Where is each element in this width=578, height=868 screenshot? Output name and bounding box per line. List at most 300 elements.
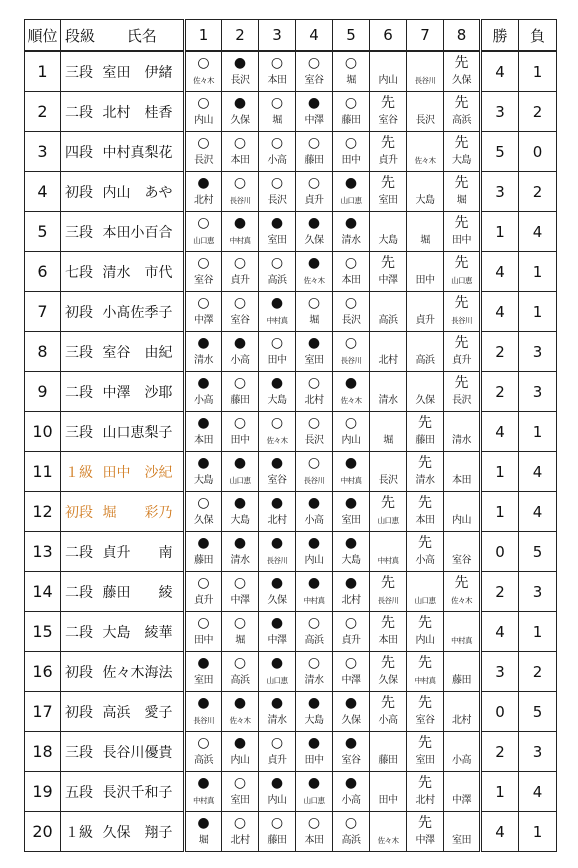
opponent-name: 田中 <box>452 235 471 246</box>
result-mark: ○ <box>270 175 284 191</box>
game-cell <box>259 732 296 772</box>
opponent-name: 堀 <box>198 835 209 846</box>
dan-cell: 二段 <box>61 532 101 572</box>
game-cell <box>370 732 407 772</box>
dan-cell: 三段 <box>61 51 101 92</box>
dan-cell: 初段 <box>61 492 101 532</box>
player-name: 堀 彩乃 <box>101 492 185 532</box>
game-cell <box>185 692 222 732</box>
opponent-name: 清水 <box>230 555 250 566</box>
dan-cell: 二段 <box>61 612 101 652</box>
wins-cell: 5 <box>481 132 519 172</box>
result-mark: ● <box>344 575 358 591</box>
result-mark: ○ <box>270 735 284 751</box>
dan-cell: 四段 <box>61 132 101 172</box>
game-cell <box>444 732 481 772</box>
game-cell <box>222 692 259 732</box>
game-cell <box>407 132 444 172</box>
result-mark: ○ <box>307 135 321 151</box>
opponent-name: 北村 <box>230 835 250 846</box>
result-mark: 先 <box>418 615 432 631</box>
game-cell <box>185 492 222 532</box>
table-row <box>25 452 557 492</box>
losses-cell: 2 <box>519 652 557 692</box>
opponent-name: 貞升 <box>415 315 435 326</box>
opponent-name: 堀 <box>309 315 319 326</box>
header-rank: 順位 <box>25 20 61 52</box>
result-mark: ○ <box>233 255 247 271</box>
losses-cell: 4 <box>519 492 557 532</box>
result-mark: ● <box>344 175 358 191</box>
result-mark: ○ <box>307 815 321 831</box>
game-cell <box>370 652 407 692</box>
opponent-name: 山口恵 <box>340 196 362 205</box>
result-mark: 先 <box>418 455 432 471</box>
game-cell <box>333 772 370 812</box>
opponent-name: 長沢 <box>230 75 250 86</box>
table-row <box>25 692 557 732</box>
opponent-name: 堀 <box>456 195 467 206</box>
result-mark: ● <box>344 535 358 551</box>
result-mark: ○ <box>197 95 210 111</box>
header-round: 3 <box>259 20 296 52</box>
opponent-name: 清水 <box>267 715 287 726</box>
opponent-name: 山口恵 <box>303 796 325 805</box>
result-mark <box>444 534 479 552</box>
player-name: 本田小百合 <box>101 212 185 252</box>
result-mark <box>444 694 479 712</box>
player-name: 中澤 沙耶 <box>101 372 185 412</box>
result-mark: 先 <box>454 335 469 351</box>
game-cell <box>333 612 370 652</box>
result-mark <box>407 134 443 152</box>
game-cell <box>444 492 481 532</box>
losses-cell: 4 <box>519 772 557 812</box>
opponent-name: 高浜 <box>415 355 435 366</box>
opponent-name: 長谷川 <box>377 596 399 605</box>
opponent-name: 室田 <box>452 835 471 846</box>
rank-cell: 4 <box>25 172 61 212</box>
result-mark: 先 <box>381 575 395 591</box>
opponent-name: 山口恵 <box>377 516 399 525</box>
header-round: 7 <box>407 20 444 52</box>
opponent-name: 貞升 <box>267 755 287 766</box>
losses-cell: 1 <box>519 412 557 452</box>
rank-cell: 1 <box>25 51 61 92</box>
opponent-name: 田中 <box>267 355 287 366</box>
opponent-name: 中澤 <box>194 315 213 326</box>
result-mark: ○ <box>307 615 321 631</box>
opponent-name: 中村真 <box>303 596 325 605</box>
losses-cell: 3 <box>519 372 557 412</box>
header-round: 4 <box>296 20 333 52</box>
game-cell <box>222 212 259 252</box>
result-mark: ● <box>233 495 247 511</box>
rank-cell: 8 <box>25 332 61 372</box>
rank-cell: 11 <box>25 452 61 492</box>
result-mark: ○ <box>233 135 247 151</box>
rank-cell: 9 <box>25 372 61 412</box>
game-cell <box>407 51 444 92</box>
result-mark: 先 <box>454 175 469 191</box>
game-cell <box>370 772 407 812</box>
opponent-name: 室谷 <box>341 755 361 766</box>
player-name: 山口恵梨子 <box>101 412 185 452</box>
game-cell <box>333 51 370 92</box>
wins-cell: 1 <box>481 492 519 532</box>
game-cell <box>259 372 296 412</box>
result-mark: ● <box>197 375 210 391</box>
opponent-name: 室谷 <box>304 75 324 86</box>
game-cell <box>222 452 259 492</box>
opponent-name: 堀 <box>272 115 282 126</box>
player-name: 藤田 綾 <box>101 572 185 612</box>
result-mark <box>444 654 479 672</box>
game-cell <box>185 212 222 252</box>
opponent-name: 内山 <box>452 515 471 526</box>
result-mark <box>407 94 443 112</box>
opponent-name: 長谷川 <box>414 76 436 85</box>
opponent-name: 小高 <box>230 355 250 366</box>
game-cell <box>333 172 370 212</box>
player-name: 清水 市代 <box>101 252 185 292</box>
game-cell <box>296 532 333 572</box>
table-row <box>25 532 557 572</box>
game-cell <box>296 452 333 492</box>
result-mark: 先 <box>418 535 432 551</box>
result-mark: 先 <box>381 495 395 511</box>
wins-cell: 3 <box>481 92 519 132</box>
opponent-name: 長沢 <box>194 155 213 166</box>
result-mark <box>407 254 443 272</box>
table-row <box>25 292 557 332</box>
opponent-name: 長沢 <box>378 475 398 486</box>
game-cell <box>407 612 444 652</box>
opponent-name: 長沢 <box>304 435 324 446</box>
game-cell <box>407 772 444 812</box>
game-cell <box>222 292 259 332</box>
result-mark <box>370 814 406 832</box>
game-cell <box>333 412 370 452</box>
game-cell <box>333 132 370 172</box>
dan-cell: 初段 <box>61 692 101 732</box>
result-mark <box>370 534 406 552</box>
header-losses: 負 <box>519 20 557 52</box>
result-mark: ● <box>197 455 210 471</box>
dan-cell: 三段 <box>61 212 101 252</box>
result-mark: ● <box>233 695 247 711</box>
rank-cell: 17 <box>25 692 61 732</box>
opponent-name: 本田 <box>194 435 213 446</box>
game-cell <box>222 92 259 132</box>
result-mark: 先 <box>418 815 432 831</box>
game-cell <box>370 372 407 412</box>
rank-cell: 2 <box>25 92 61 132</box>
result-mark: ○ <box>307 55 321 71</box>
game-cell <box>185 292 222 332</box>
game-cell <box>333 292 370 332</box>
opponent-name: 佐々木 <box>303 276 325 285</box>
rank-cell: 14 <box>25 572 61 612</box>
opponent-name: 大島 <box>341 555 361 566</box>
result-mark: ● <box>270 495 284 511</box>
rank-cell: 15 <box>25 612 61 652</box>
game-cell <box>259 572 296 612</box>
opponent-name: 室谷 <box>415 715 435 726</box>
opponent-name: 藤田 <box>304 155 324 166</box>
opponent-name: 室田 <box>267 235 287 246</box>
opponent-name: 藤田 <box>452 675 471 686</box>
game-cell <box>370 92 407 132</box>
game-cell <box>444 652 481 692</box>
dan-cell: 初段 <box>61 172 101 212</box>
game-cell <box>444 572 481 612</box>
opponent-name: 久保 <box>230 115 250 126</box>
opponent-name: 堀 <box>383 435 393 446</box>
opponent-name: 内山 <box>230 755 250 766</box>
result-mark: ● <box>270 215 284 231</box>
losses-cell: 1 <box>519 51 557 92</box>
result-mark: ● <box>233 335 247 351</box>
game-cell <box>259 212 296 252</box>
result-mark: ● <box>197 415 210 431</box>
wins-cell: 4 <box>481 252 519 292</box>
game-cell <box>444 252 481 292</box>
opponent-name: 北村 <box>452 715 471 726</box>
table-row <box>25 612 557 652</box>
opponent-name: 長谷川 <box>229 196 251 205</box>
player-name: 久保 翔子 <box>101 812 185 852</box>
game-cell <box>333 812 370 852</box>
game-cell <box>407 452 444 492</box>
table-row <box>25 252 557 292</box>
opponent-name: 室田 <box>378 195 398 206</box>
opponent-name: 中村真 <box>451 636 472 645</box>
opponent-name: 小高 <box>304 515 324 526</box>
result-mark: 先 <box>418 655 432 671</box>
rank-cell: 6 <box>25 252 61 292</box>
game-cell <box>296 692 333 732</box>
game-cell <box>444 772 481 812</box>
opponent-name: 清水 <box>194 355 213 366</box>
game-cell <box>259 492 296 532</box>
opponent-name: 山口恵 <box>266 676 288 685</box>
losses-cell: 3 <box>519 732 557 772</box>
game-cell <box>370 532 407 572</box>
result-mark: ● <box>270 575 284 591</box>
wins-cell: 0 <box>481 692 519 732</box>
game-cell <box>259 92 296 132</box>
game-cell <box>259 252 296 292</box>
result-mark: ○ <box>233 375 247 391</box>
result-mark <box>407 214 443 232</box>
opponent-name: 中村真 <box>414 676 436 685</box>
table-row <box>25 51 557 92</box>
game-cell <box>444 372 481 412</box>
opponent-name: 清水 <box>341 235 361 246</box>
dan-cell: １級 <box>61 812 101 852</box>
game-cell <box>407 812 444 852</box>
result-mark <box>444 814 479 832</box>
game-cell <box>444 812 481 852</box>
opponent-name: 中澤 <box>415 835 435 846</box>
opponent-name: 高浜 <box>341 835 361 846</box>
game-cell <box>296 812 333 852</box>
opponent-name: 藤田 <box>230 395 250 406</box>
game-cell <box>296 572 333 612</box>
result-mark: 先 <box>381 175 395 191</box>
player-name: 内山 あや <box>101 172 185 212</box>
game-cell <box>259 652 296 692</box>
wins-cell: 4 <box>481 51 519 92</box>
result-mark: 先 <box>418 415 432 431</box>
game-cell <box>222 532 259 572</box>
losses-cell: 4 <box>519 212 557 252</box>
opponent-name: 高浜 <box>304 635 324 646</box>
opponent-name: 大島 <box>452 155 471 166</box>
game-cell <box>407 412 444 452</box>
game-cell <box>333 692 370 732</box>
opponent-name: 藤田 <box>415 435 435 446</box>
table-row <box>25 212 557 252</box>
losses-cell: 5 <box>519 692 557 732</box>
opponent-name: 室田 <box>194 675 213 686</box>
wins-cell: 4 <box>481 412 519 452</box>
result-mark: ○ <box>233 295 247 311</box>
result-mark: ● <box>270 455 284 471</box>
opponent-name: 中澤 <box>452 795 471 806</box>
opponent-name: 中澤 <box>378 275 398 286</box>
dan-cell: 七段 <box>61 252 101 292</box>
result-mark <box>370 374 406 392</box>
result-mark: ○ <box>344 615 358 631</box>
opponent-name: 長沢 <box>452 395 471 406</box>
opponent-name: 佐々木 <box>229 716 251 725</box>
opponent-name: 北村 <box>341 595 361 606</box>
dan-cell: 二段 <box>61 572 101 612</box>
game-cell <box>259 812 296 852</box>
game-cell <box>222 492 259 532</box>
header-round: 8 <box>444 20 481 52</box>
opponent-name: 長谷川 <box>266 556 288 565</box>
losses-cell: 1 <box>519 252 557 292</box>
result-mark <box>370 334 406 352</box>
game-cell <box>185 332 222 372</box>
game-cell <box>185 172 222 212</box>
game-cell <box>222 652 259 692</box>
result-mark: ● <box>344 375 358 391</box>
game-cell <box>333 252 370 292</box>
game-cell <box>259 132 296 172</box>
result-mark <box>444 414 479 432</box>
header-round: 1 <box>185 20 222 52</box>
player-name: 長谷川優貴 <box>101 732 185 772</box>
game-cell <box>185 772 222 812</box>
table-row <box>25 132 557 172</box>
result-mark: ○ <box>270 95 284 111</box>
result-mark <box>444 774 479 792</box>
header-round: 6 <box>370 20 407 52</box>
opponent-name: 久保 <box>415 395 435 406</box>
player-name: 田中 沙紀 <box>101 452 185 492</box>
game-cell <box>370 692 407 732</box>
result-mark: ○ <box>344 255 358 271</box>
result-mark <box>444 614 479 632</box>
result-mark: ● <box>233 735 247 751</box>
game-cell <box>222 332 259 372</box>
result-mark: ○ <box>197 735 210 751</box>
result-mark: ○ <box>197 495 210 511</box>
opponent-name: 久保 <box>194 515 213 526</box>
game-cell <box>444 452 481 492</box>
result-mark: ● <box>307 775 321 791</box>
game-cell <box>333 492 370 532</box>
opponent-name: 内山 <box>194 115 213 126</box>
result-mark <box>407 334 443 352</box>
dan-cell: 三段 <box>61 332 101 372</box>
game-cell <box>222 412 259 452</box>
wins-cell: 1 <box>481 212 519 252</box>
result-mark: ○ <box>344 295 358 311</box>
dan-cell: 二段 <box>61 92 101 132</box>
result-mark <box>370 774 406 792</box>
game-cell <box>296 732 333 772</box>
game-cell <box>185 92 222 132</box>
opponent-name: 中澤 <box>230 595 250 606</box>
opponent-name: 内山 <box>304 555 324 566</box>
losses-cell: 5 <box>519 532 557 572</box>
wins-cell: 0 <box>481 532 519 572</box>
result-mark: ○ <box>233 815 247 831</box>
result-mark: ● <box>197 535 210 551</box>
result-mark: ● <box>270 615 284 631</box>
result-mark: ○ <box>344 655 358 671</box>
opponent-name: 長沢 <box>267 195 287 206</box>
wins-cell: 2 <box>481 332 519 372</box>
result-mark: ○ <box>233 575 247 591</box>
result-mark <box>407 374 443 392</box>
result-mark: 先 <box>381 615 395 631</box>
opponent-name: 久保 <box>267 595 287 606</box>
result-mark: ● <box>307 535 321 551</box>
opponent-name: 本田 <box>230 155 250 166</box>
game-cell <box>222 132 259 172</box>
game-cell <box>444 51 481 92</box>
result-mark: ○ <box>197 135 210 151</box>
result-mark: ● <box>307 215 321 231</box>
game-cell <box>370 812 407 852</box>
opponent-name: 内山 <box>415 635 435 646</box>
result-mark: 先 <box>454 295 469 311</box>
opponent-name: 室田 <box>341 515 361 526</box>
opponent-name: 中澤 <box>267 635 287 646</box>
game-cell <box>296 612 333 652</box>
game-cell <box>407 172 444 212</box>
losses-cell: 1 <box>519 812 557 852</box>
game-cell <box>296 292 333 332</box>
game-cell <box>333 92 370 132</box>
result-mark: ● <box>307 255 321 271</box>
game-cell <box>407 572 444 612</box>
game-cell <box>222 252 259 292</box>
opponent-name: 本田 <box>341 275 361 286</box>
rank-cell: 7 <box>25 292 61 332</box>
result-mark: ● <box>270 775 284 791</box>
game-cell <box>407 212 444 252</box>
table-row <box>25 812 557 852</box>
table-row <box>25 332 557 372</box>
table-row <box>25 572 557 612</box>
